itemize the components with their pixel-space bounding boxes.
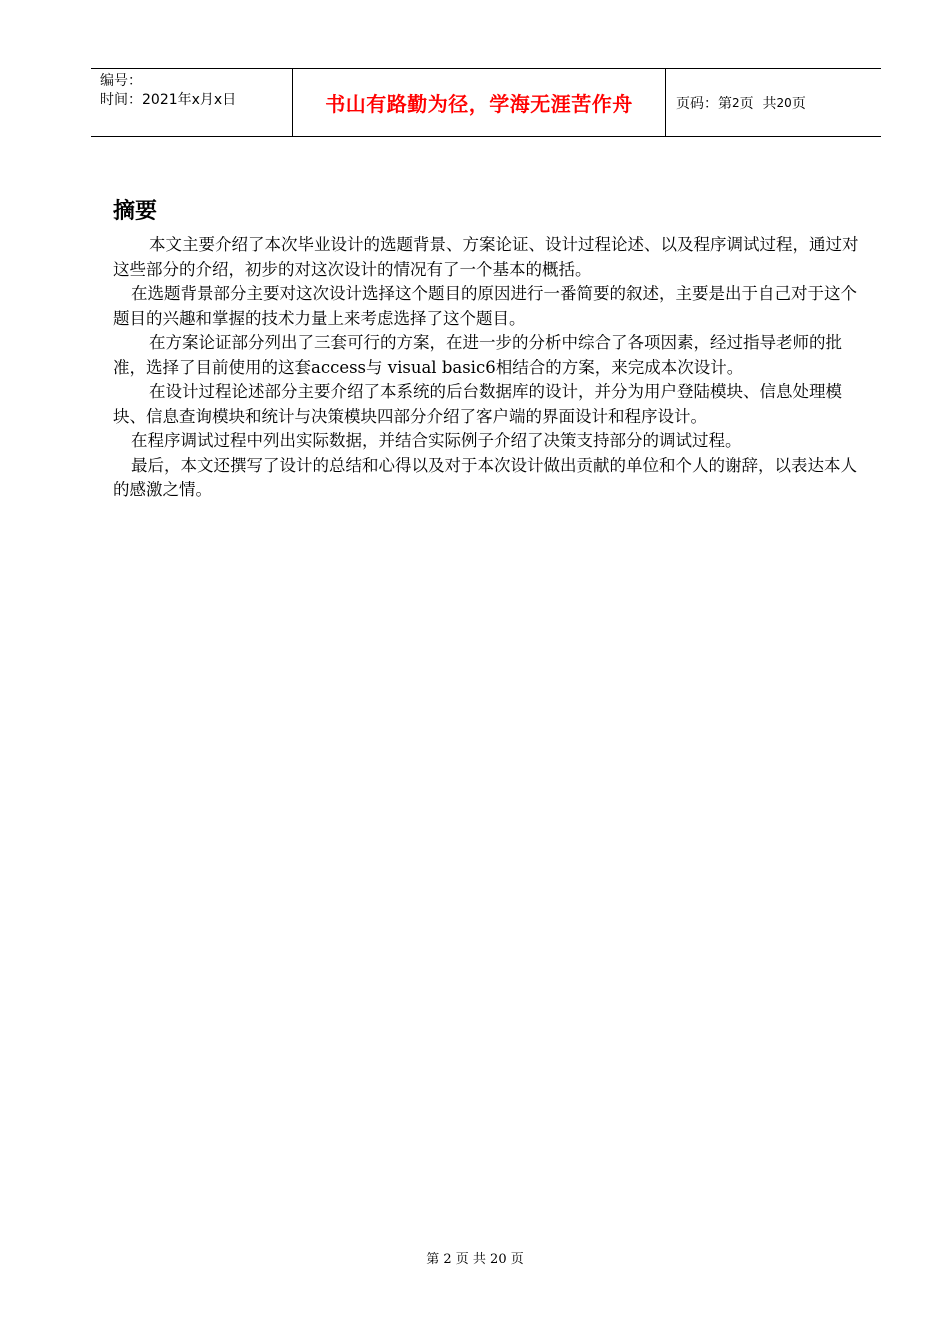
time-label: 时间：2021年x月x日 <box>100 92 237 108</box>
number-label: 编号： <box>100 73 142 89</box>
abstract-title: 摘要 <box>113 199 158 224</box>
page-code-mid: 页 共 <box>739 95 777 112</box>
paragraph-overview: 本文主要介绍了本次毕业设计的选题背景、方案论证、设计过程论述、以及程序调试过程，通过对这些部分的介绍，初步的对这次设计的情况有了一个基本的概括。 <box>113 235 859 279</box>
page-code-prefix: 页码：第 <box>676 95 732 112</box>
paragraph-debug: 在程序调试过程中列出实际数据，并结合实际例子介绍了决策支持部分的调试过程。 <box>131 431 742 450</box>
page-total: 20 <box>776 95 792 110</box>
paragraph-design: 在设计过程论述部分主要介绍了本系统的后台数据库的设计，并分为用户登陆模块、信息处理模块、信息查询模块和统计与决策模块四部分介绍了客户端的界面设计和程序设计。 <box>113 382 842 426</box>
page-current: 2 <box>732 95 740 110</box>
page-footer: 第 2 页 共 20 页 <box>426 1252 524 1267</box>
abstract-body <box>113 233 861 503</box>
paragraph-background: 在选题背景部分主要对这次设计选择这个题目的原因进行一番简要的叙述，主要是出于自己对于这个题目的兴趣和掌握的技术力量上来考虑选择了这个题目。 <box>113 284 857 328</box>
header-meta <box>91 69 293 136</box>
paragraph-scheme: 在方案论证部分列出了三套可行的方案，在进一步的分析中综合了各项因素，经过指导老师的批准，选择了目前使用的这套access与 visual basic6相结合的方案，来完成本次设计。 <box>113 333 842 377</box>
header-motto: 书山有路勤为径，学海无涯苦作舟 <box>293 69 666 136</box>
header-page-code <box>666 69 881 136</box>
page-header <box>91 68 881 137</box>
paragraph-conclusion: 最后，本文还撰写了设计的总结和心得以及对于本次设计做出贡献的单位和个人的谢辞，以表达本人的感激之情。 <box>113 455 857 499</box>
page-code-suffix: 页 <box>791 95 806 112</box>
